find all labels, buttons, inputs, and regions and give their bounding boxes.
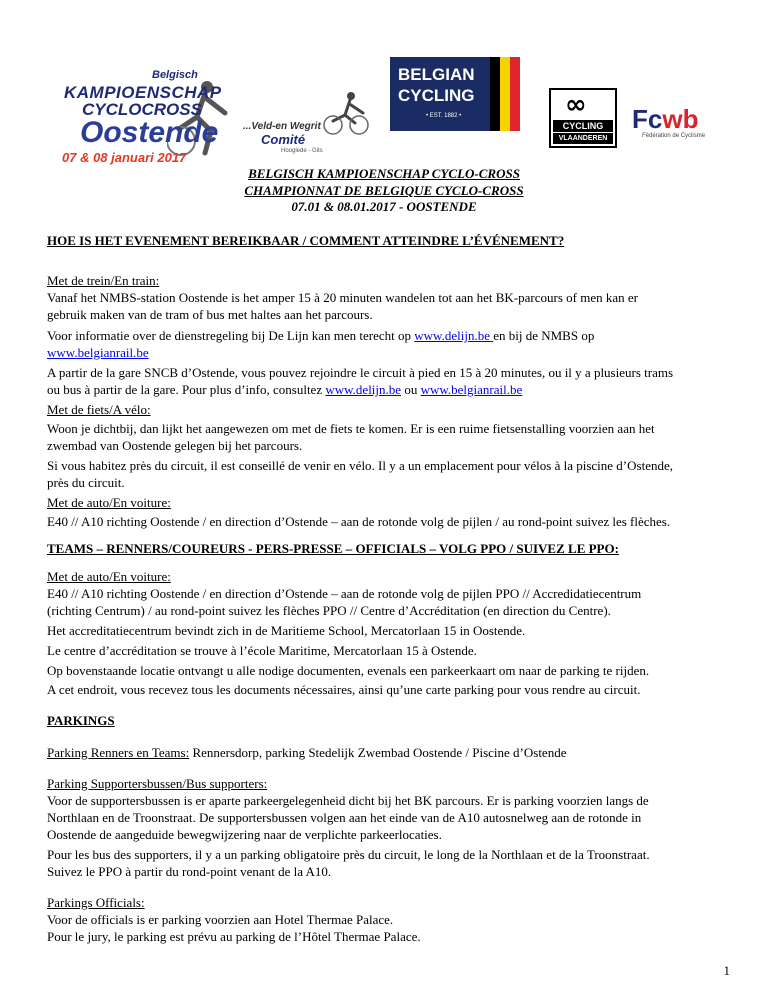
- cv-logo-vlaanderen: VLAANDEREN: [553, 133, 613, 144]
- veld-en-wegrit-logo: [243, 91, 373, 156]
- bc-logo-est: • EST. 1882 •: [426, 113, 462, 119]
- belgianrail-link[interactable]: www.belgianrail.be: [47, 345, 149, 360]
- fcwb-logo: [632, 105, 712, 145]
- cv-logo-cycling: CYCLING: [553, 120, 613, 132]
- paragraph-text: zwembad van Oostende gelegen bij het parcours.: [47, 438, 303, 453]
- bike-heading: Met de fiets/A vélo:: [47, 402, 151, 417]
- paragraph-text: Suivez le PPO à partir du rond-point venant de la A10.: [47, 864, 332, 879]
- title-line-nl: BELGISCH KAMPIOENSCHAP CYCLO-CROSS: [248, 166, 520, 181]
- bk-logo-oostende: Oostende: [80, 116, 219, 149]
- fcwb-logo-fc: Fc: [632, 104, 663, 134]
- infinity-icon: ∞: [565, 90, 587, 120]
- paragraph-text: [47, 327, 594, 344]
- section-heading-parkings: PARKINGS: [47, 713, 115, 728]
- bk-cyclocross-logo: [42, 69, 242, 164]
- bc-logo-belgian: BELGIAN: [398, 65, 475, 84]
- bk-logo-cyclocross: CYCLOCROSS: [82, 100, 202, 119]
- paragraph-text: gebruik maken van de tram of bus met haltes aan het parcours.: [47, 307, 373, 322]
- paragraph-text: E40 // A10 richting Oostende / en direction d’Ostende – aan de rotonde volg de pijlen / au rond-point suivez les flèches.: [47, 514, 671, 529]
- paragraph-text: E40 // A10 richting Oostende / en direction d’Ostende – aan de rotonde volg de pijlen PPO // Accredidatiecentrum: [47, 586, 642, 601]
- paragraph-text: en bij de NMBS op: [493, 328, 595, 343]
- paragraph-text: [47, 381, 522, 398]
- paragraph-text: Oostende de aangeduide bewegwijzering naar de verplichte parkeerlocaties.: [47, 827, 442, 842]
- paragraph-text: Rennersdorp, parking Stedelijk Zwembad Oostende / Piscine d’Ostende: [189, 745, 567, 760]
- paragraph-text: ou bus à partir de la gare. Pour plus d’info, consultez: [47, 382, 326, 397]
- page-number: 1: [723, 963, 730, 978]
- paragraph-text: Pour les bus des supporters, il y a un parking obligatoire près du circuit, le long de la Northlaan et de la Troonstraat.: [47, 847, 650, 862]
- train-heading: Met de trein/En train:: [47, 273, 160, 288]
- paragraph-text: Si vous habitez près du circuit, il est conseillé de venir en vélo. Il y a un emplacement pour vélos à la piscine d’Ostende,: [47, 458, 673, 473]
- fcwb-logo-sub: Fédération de Cyclisme: [642, 133, 706, 139]
- vw-logo-comite: Comité: [261, 132, 306, 147]
- paragraph-text: Vanaf het NMBS-station Oostende is het amper 15 à 20 minuten wandelen tot aan het BK-parcours of men kan er: [47, 290, 638, 305]
- paragraph-text: Woon je dichtbij, dan lijkt het aangewezen om met de fiets te komen. Er is een ruime fietsenstalling voorzien aan het: [47, 421, 655, 436]
- section-heading-access: HOE IS HET EVENEMENT BEREIKBAAR / COMMENT ATTEINDRE L’ÉVÉNEMENT?: [47, 233, 565, 248]
- cyclist-icon: [323, 91, 371, 135]
- section-heading-teams: TEAMS – RENNERS/COUREURS - PERS-PRESSE – OFFICIALS – VOLG PPO / SUIVEZ LE PPO:: [47, 541, 619, 556]
- bk-logo-dates: 07 & 08 januari 2017: [62, 150, 187, 165]
- bk-logo-belgisch: Belgisch: [152, 69, 198, 81]
- paragraph-text: ou: [401, 382, 421, 397]
- car-heading: Met de auto/En voiture:: [47, 495, 171, 510]
- fcwb-logo-wb: wb: [662, 104, 699, 134]
- paragraph-text: Le centre d’accréditation se trouve à l’école Maritime, Mercatorlaan 15 à Ostende.: [47, 643, 477, 658]
- paragraph-text: Pour le jury, le parking est prévu au parking de l’Hôtel Thermae Palace.: [47, 929, 421, 944]
- bus-parking-heading: Parking Supportersbussen/Bus supporters:: [47, 776, 268, 791]
- paragraph-text: Northlaan en de Troonstraat. De supportersbussen volgen aan het einde van de A10 autosnelweg aan de rotonde in: [47, 810, 642, 825]
- paragraph-text: [47, 344, 149, 361]
- paragraph-text: [47, 744, 566, 761]
- delijn-link[interactable]: www.delijn.be: [325, 382, 402, 397]
- cycling-vlaanderen-logo: [549, 88, 617, 148]
- delijn-link[interactable]: www.delijn.be: [414, 328, 494, 343]
- paragraph-text: Voor de officials is er parking voorzien aan Hotel Thermae Palace.: [47, 912, 394, 927]
- paragraph-text: (richting Centrum) / au rond-point suivez les flèches PPO // Centre d’Accréditation (en direction du Centre).: [47, 603, 611, 618]
- title-line-fr: CHAMPIONNAT DE BELGIQUE CYCLO-CROSS: [244, 183, 524, 198]
- bk-logo-kampioenschap: KAMPIOENSCHAP: [64, 83, 222, 102]
- title-dates: 07.01 & 08.01.2017 - OOSTENDE: [291, 199, 477, 214]
- paragraph-text: Voor informatie over de dienstregeling bij De Lijn kan men terecht op: [47, 328, 415, 343]
- logo-banner: [0, 55, 768, 165]
- paragraph-text: près du circuit.: [47, 475, 125, 490]
- paragraph-text: Het accreditatiecentrum bevindt zich in de Maritieme School, Mercatorlaan 15 in Oostende.: [47, 623, 526, 638]
- belgian-cycling-logo: [390, 57, 520, 131]
- paragraph-text: A cet endroit, vous recevez tous les documents nécessaires, ainsi qu’une carte parking pour vous rendre au circuit.: [47, 682, 641, 697]
- vw-logo-line1: ...Veld-en Wegrit: [243, 121, 321, 132]
- paragraph-text: A partir de la gare SNCB d’Ostende, vous pouvez rejoindre le circuit à pied en 15 à 20 minutes, ou il y a plusieurs trams: [47, 365, 674, 380]
- vw-logo-location: Hooglede - Gits: [281, 148, 323, 154]
- officials-parking-heading: Parkings Officials:: [47, 895, 145, 910]
- car-heading: Met de auto/En voiture:: [47, 569, 171, 584]
- paragraph-text: Voor de supportersbussen is er aparte parkeergelegenheid dicht bij het BK parcours. Er is parking voorzien langs de: [47, 793, 649, 808]
- riders-parking-heading: Parking Renners en Teams:: [47, 745, 190, 760]
- belgian-flag-stripes: [490, 57, 520, 131]
- paragraph-text: Op bovenstaande locatie ontvangt u alle nodige documenten, evenals een parkeerkaart om naar de parking te rijden.: [47, 663, 650, 678]
- bc-logo-cycling: CYCLING: [398, 86, 475, 105]
- belgianrail-link[interactable]: www.belgianrail.be: [420, 382, 523, 397]
- fcwb-logo-mark: [632, 105, 698, 133]
